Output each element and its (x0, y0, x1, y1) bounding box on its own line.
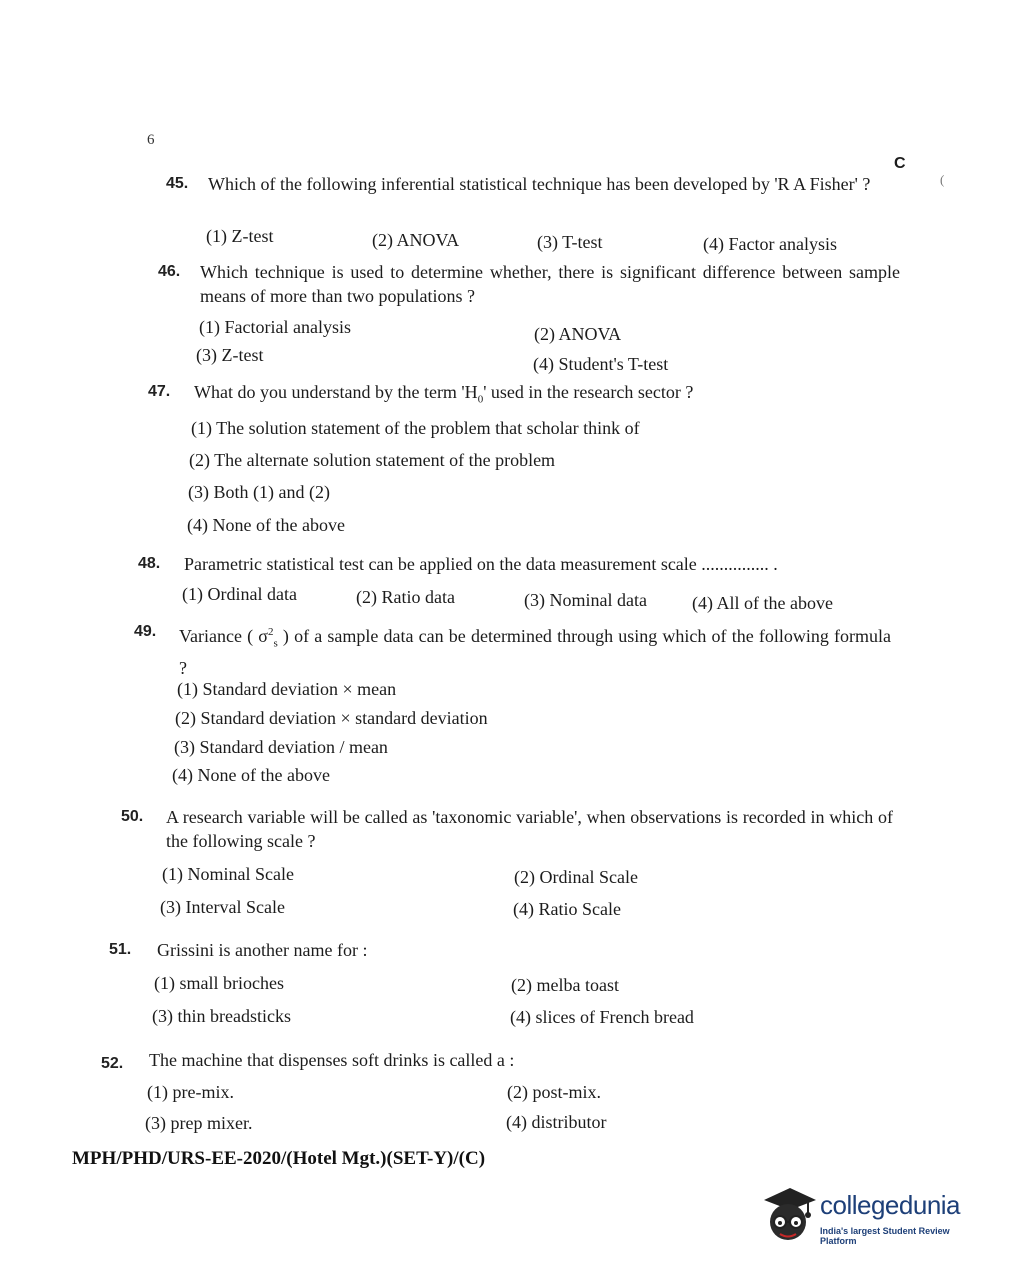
stem-text-end: ) of a sample data can be determined through using which of the following formula ? (179, 626, 892, 678)
q48-option-1: (1) Ordinal data (182, 584, 297, 604)
stem-text-start: Variance ( σ (179, 626, 268, 646)
q51-option-4: (4) slices of French bread (510, 1007, 694, 1027)
q46-option-4: (4) Student's T-test (533, 354, 669, 374)
q45-option-4: (4) Factor analysis (703, 234, 837, 254)
question-stem (179, 620, 891, 680)
collegedunia-logo[interactable] (758, 1178, 988, 1248)
q48-option-2: (2) Ratio data (356, 587, 455, 607)
page-number: 6 (147, 132, 155, 148)
subscript: 0 (477, 393, 484, 406)
q52-option-1: (1) pre-mix. (147, 1082, 234, 1102)
edge-mark: ( (940, 172, 945, 187)
subscript: s (273, 637, 278, 650)
q48-option-3: (3) Nominal data (524, 590, 647, 610)
question-number: 51. (109, 941, 132, 958)
q45-option-1: (1) Z-test (206, 226, 274, 246)
question-number: 47. (148, 383, 171, 400)
question-number: 46. (158, 263, 181, 280)
question-stem: A research variable will be called as 'taxonomic variable', when observations is recorded in which of the following scale ? (166, 807, 893, 851)
q51-option-2: (2) melba toast (511, 975, 619, 995)
q50-option-2: (2) Ordinal Scale (514, 867, 638, 887)
q52-option-4: (4) distributor (506, 1112, 607, 1132)
q50-option-3: (3) Interval Scale (160, 897, 285, 917)
q48-option-4: (4) All of the above (692, 593, 833, 613)
q46-option-1: (1) Factorial analysis (199, 317, 351, 337)
q51-option-1: (1) small brioches (154, 973, 284, 993)
question-stem: Grissini is another name for : (157, 940, 368, 960)
q49-option-2: (2) Standard deviation × standard deviation (175, 708, 488, 728)
q50-option-4: (4) Ratio Scale (513, 899, 621, 919)
question-number: 50. (121, 808, 144, 825)
q46-option-2: (2) ANOVA (534, 324, 622, 344)
q47-option-1: (1) The solution statement of the problem that scholar think of (191, 418, 640, 438)
q49-option-1: (1) Standard deviation × mean (177, 679, 397, 699)
question-stem: The machine that dispenses soft drinks is called a : (149, 1050, 515, 1070)
stem-text-start: What do you understand by the term 'H (194, 382, 478, 402)
question-stem (194, 380, 884, 412)
brand-name: collegedunia (820, 1190, 961, 1220)
paper-code: MPH/PHD/URS-EE-2020/(Hotel Mgt.)(SET-Y)/(C) (72, 1148, 486, 1169)
q52-option-3: (3) prep mixer. (145, 1113, 253, 1133)
q50-option-1: (1) Nominal Scale (162, 864, 294, 884)
q49-option-3: (3) Standard deviation / mean (174, 737, 388, 757)
question-stem: Parametric statistical test can be applied on the data measurement scale ............... . (184, 554, 778, 574)
set-label: C (894, 155, 906, 172)
mascot-icon (758, 1178, 818, 1248)
q49-option-4: (4) None of the above (172, 765, 330, 785)
q47-option-4: (4) None of the above (187, 515, 345, 535)
q52-option-2: (2) post-mix. (507, 1082, 601, 1102)
question-stem: Which of the following inferential statistical technique has been developed by 'R A Fisher' ? (208, 174, 871, 194)
q47-option-3: (3) Both (1) and (2) (188, 482, 330, 502)
question-number: 52. (101, 1055, 124, 1072)
q45-option-2: (2) ANOVA (372, 230, 460, 250)
brand-tagline: India's largest Student Review Platform (820, 1226, 950, 1246)
question-stem: Which technique is used to determine whether, there is significant difference between sample means of more than two populations ? (200, 262, 900, 306)
q51-option-3: (3) thin breadsticks (152, 1006, 291, 1026)
superscript: 2 (267, 626, 274, 638)
stem-text-end: ' used in the research sector ? (483, 382, 694, 402)
q47-option-2: (2) The alternate solution statement of the problem (189, 450, 556, 470)
q46-option-3: (3) Z-test (196, 345, 264, 365)
q45-option-3: (3) T-test (537, 232, 603, 252)
question-number: 49. (134, 623, 157, 640)
question-number: 48. (138, 555, 161, 572)
question-number: 45. (166, 175, 189, 192)
